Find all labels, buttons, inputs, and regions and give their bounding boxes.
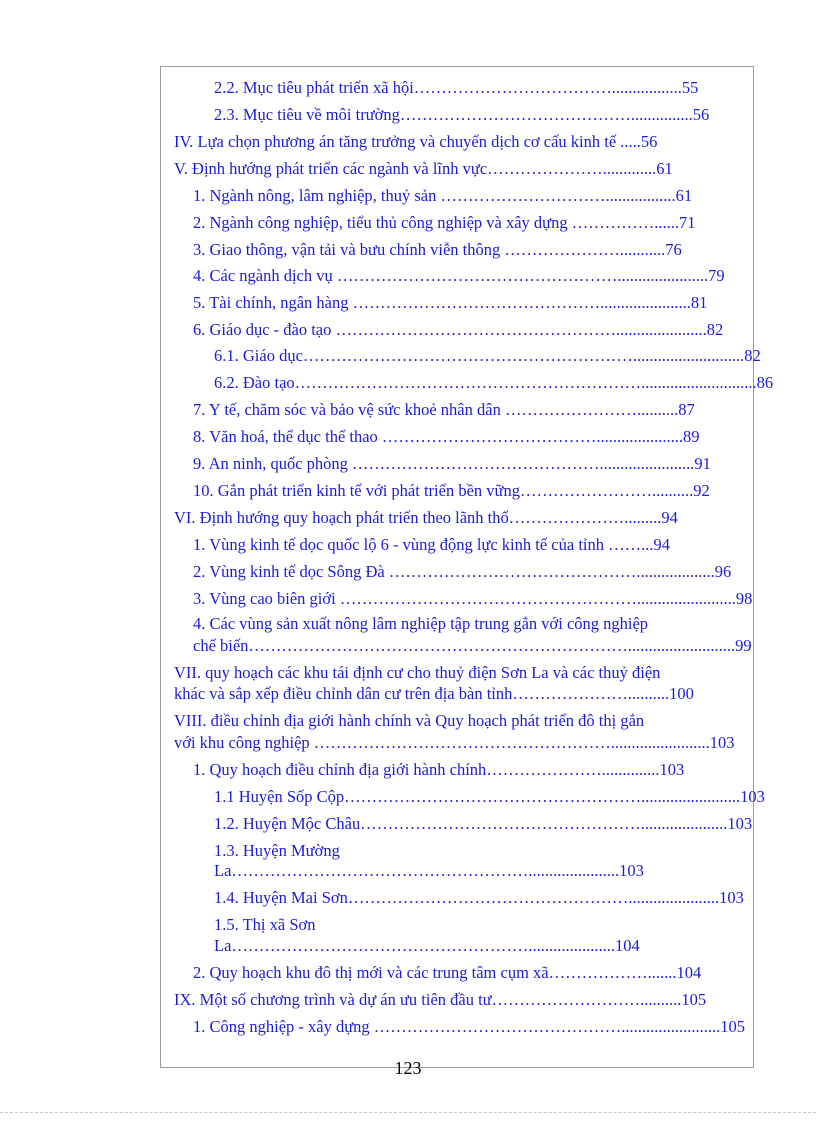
toc-entry[interactable]: V. Định hướng phát triển các ngành và lĩnh vực………………….............61 [174, 159, 673, 178]
toc-entry[interactable]: La……………………………………………….....................104 [214, 936, 640, 955]
toc-entry[interactable]: La………………………………………………......................103 [214, 861, 644, 880]
toc-entry[interactable]: 8. Văn hoá, thể dục thể thao ………………………………….....................89 [193, 427, 700, 446]
toc-entry[interactable]: 2.2. Mục tiêu phát triển xã hội……………………………….................55 [214, 78, 699, 97]
toc-entry[interactable]: 9. An ninh, quốc phòng ……………………………………….......................91 [193, 454, 711, 473]
toc-entry[interactable]: IV. Lựa chọn phương án tăng trưởng và chuyển dịch cơ cấu kinh tế .....56 [174, 132, 658, 151]
toc-entry[interactable]: VI. Định hướng quy hoạch phát triển theo lãnh thổ………………….........94 [174, 508, 678, 527]
toc-entry[interactable]: 1. Công nghiệp - xây dựng ………………………………………........................105 [193, 1017, 746, 1036]
toc-entry[interactable]: 4. Các ngành dịch vụ ……………………………………………......................79 [193, 266, 725, 285]
toc-entry[interactable]: 10. Gắn phát triển kinh tế với phát triển bền vững……………………..........92 [193, 481, 710, 500]
toc-entry[interactable]: 5. Tài chính, ngân hàng ………………………………………......................81 [193, 293, 708, 312]
toc-entry[interactable]: 1. Vùng kinh tế dọc quốc lộ 6 - vùng động lực kinh tế của tỉnh ……...94 [193, 535, 670, 554]
toc-entry[interactable]: 1.3. Huyện Mường [214, 841, 340, 860]
toc-entry[interactable]: VIII. điều chỉnh địa giới hành chính và Quy hoạch phát triển đô thị gắn [174, 711, 645, 730]
toc-entry[interactable]: 1. Ngành nông, lâm nghiệp, thuỷ sản ………………………….................61 [193, 186, 693, 205]
toc-entry[interactable]: 1.1 Huyện Sốp Cộp………………………………………………........................103 [214, 787, 765, 806]
toc-entry[interactable]: 7. Y tế, chăm sóc và bảo vệ sức khoẻ nhân dân ……………………..........87 [193, 400, 695, 419]
toc-entry[interactable]: 1.5. Thị xã Sơn [214, 915, 316, 934]
toc-entry[interactable]: 2. Quy hoạch khu đô thị mới và các trung tâm cụm xã……………….......104 [193, 963, 702, 982]
toc-entry[interactable]: 6.1. Giáo dục……………………………………………………...........................82 [214, 346, 761, 365]
toc-entry[interactable]: khác và sắp xếp điều chỉnh dân cư trên địa bàn tỉnh…………………..........100 [174, 684, 694, 703]
toc-entry[interactable]: chế biến……………………………………………………………..........................99 [193, 636, 752, 655]
toc-entry[interactable]: 6.2. Đào tạo………………………………………………………............................86 [214, 373, 774, 392]
toc-entry[interactable]: 4. Các vùng sản xuất nông lâm nghiệp tập trung gắn với công nghiệp [193, 614, 649, 633]
toc-entry[interactable]: VII. quy hoạch các khu tái định cư cho thuỷ điện Sơn La và các thuỷ điện [174, 663, 661, 682]
toc-entry[interactable]: 6. Giáo dục - đào tạo ……………………………………………......................82 [193, 320, 724, 339]
toc-entry[interactable]: 1.2. Huyện Mộc Châu…………………………………………….....................103 [214, 814, 753, 833]
toc-entry[interactable]: 1. Quy hoạch điều chỉnh địa giới hành chính…………………..............103 [193, 760, 685, 779]
toc-entry[interactable]: 1.4. Huyện Mai Sơn……………………………………………......................103 [214, 888, 744, 907]
toc-entry[interactable]: IX. Một số chương trình và dự án ưu tiên đầu tư………………………..........105 [174, 990, 707, 1009]
bottom-divider [0, 1112, 816, 1113]
toc-entry[interactable]: 3. Vùng cao biên giới ………………………………………………........................98 [193, 589, 753, 608]
toc-entry[interactable]: 2. Vùng kinh tế dọc Sông Đà ………………………………………...................96 [193, 562, 732, 581]
toc-entry[interactable]: 2.3. Mục tiêu về môi trường……………………………………...............56 [214, 105, 710, 124]
toc-entry[interactable]: với khu công nghiệp ………………………………………………........................103 [174, 733, 735, 752]
toc-entry[interactable]: 3. Giao thông, vận tải và bưu chính viễn thông …………………...........76 [193, 240, 682, 259]
page-number: 123 [394, 1058, 422, 1078]
toc-entry[interactable]: 2. Ngành công nghiệp, tiểu thủ công nghiệp và xây dựng ……………......71 [193, 213, 696, 232]
